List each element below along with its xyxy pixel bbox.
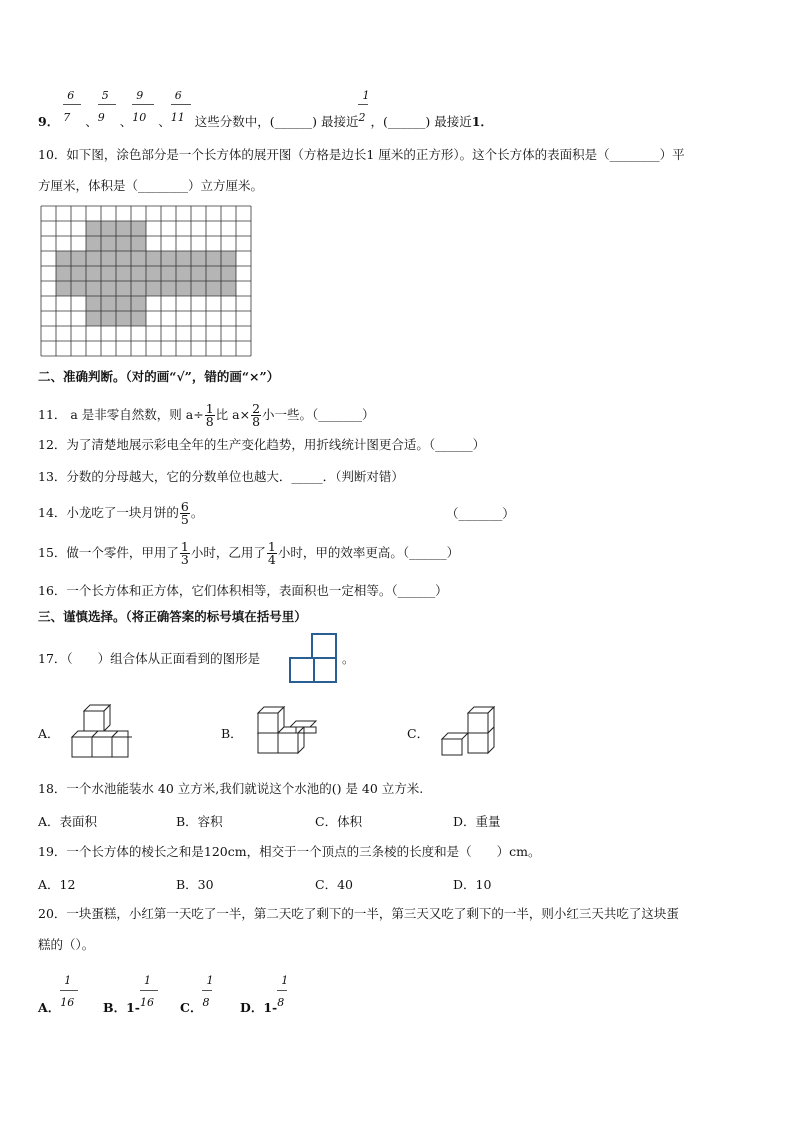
question-18: 18．一个水池能装水 40 立方米,我们就说这个水池的() 是 40 立方米. [38, 781, 424, 796]
question-15: 15．做一个零件，甲用了 $\frac{1}{3}$ 小时，乙用了 $\frac{1}{4}$ 小时，甲的效率更高。（______） [38, 538, 460, 567]
option-a[interactable]: A．12 [38, 877, 76, 892]
answer-blank[interactable]: ______ [387, 114, 426, 129]
section-3-heading: 三、谨慎选择。（将正确答案的标号填在括号里） [38, 609, 307, 624]
fraction: $\frac{6}{5}$ [180, 498, 189, 527]
option-b[interactable]: B．1- $\frac{1}{16}$ [103, 996, 162, 1016]
fraction: $\frac{9}{10}$ [132, 110, 158, 126]
fraction: 5 9 [98, 110, 120, 126]
option-b[interactable]: B． [221, 726, 243, 741]
fraction: $\frac{1}{4}$ [267, 538, 276, 567]
fraction: 1 2 [358, 89, 370, 124]
fraction: 1 8 [202, 974, 214, 1009]
option-c[interactable]: C．40 [315, 877, 353, 892]
fraction: $\frac{1}{8}$ [205, 400, 214, 429]
question-17-end: 。 [342, 651, 355, 666]
option-c[interactable]: C． 1 8 [180, 996, 216, 1016]
option-c[interactable]: C．体积 [315, 814, 363, 829]
front-view-figure [288, 632, 340, 684]
section-2-heading: 二、准确判断。（对的画“√”，错的画“×”） [38, 369, 280, 384]
fraction: 1 8 [277, 974, 289, 1009]
question-20-line-2: 糕的（）。 [38, 937, 95, 952]
option-a[interactable]: A． [38, 726, 60, 741]
question-10-line-2: 方厘米，体积是（________）立方厘米。 [38, 178, 264, 193]
option-a[interactable]: A．表面积 [38, 814, 98, 829]
fraction: 6 7 [63, 110, 85, 126]
grid-lines [41, 206, 251, 356]
option-d[interactable]: D．10 [453, 877, 492, 892]
question-14-blank[interactable]: （_______） [446, 506, 515, 521]
question-12: 12．为了清楚地展示彩电全年的生产变化趋势，用折线统计图更合适。（______） [38, 437, 486, 452]
question-19: 19．一个长方体的棱长之和是120cm，相交于一个顶点的三条棱的长度和是（ ）cm。 [38, 844, 541, 859]
question-16: 16．一个长方体和正方体，它们体积相等，表面积也一定相等。（______） [38, 583, 448, 598]
option-b[interactable]: B．30 [176, 877, 214, 892]
cube-figure-c [438, 705, 498, 757]
answer-blank[interactable]: ______ [274, 114, 313, 129]
net-grid-figure [40, 205, 252, 359]
fraction: $\frac{6}{11}$ [171, 110, 195, 126]
question-9: 9． 6 7 、 5 9 、 $\frac{9}{10}$ 、 $\frac{6}{11}$ 这些分数中，(______) 最接近 1 2 ，(______) 最接近1． [38, 89, 493, 129]
question-number: 9． [38, 114, 60, 129]
fraction: $\frac{2}{8}$ [252, 400, 261, 429]
question-11: 11． a 是非零自然数，则 a÷ $\frac{1}{8}$ 比 a× $\frac{2}{8}$ 小一些。（_______） [38, 400, 375, 429]
question-17: 17．（ ）组合体从正面看到的图形是 [38, 651, 261, 666]
fraction: $\frac{1}{16}$ [60, 996, 82, 1012]
option-d[interactable]: D．重量 [453, 814, 501, 829]
fraction: $\frac{1}{3}$ [180, 538, 189, 567]
cube-figure-a [70, 703, 132, 759]
question-10-line-1: 10．如下图，涂色部分是一个长方体的展开图（方格是边长1 厘米的正方形）。这个长方体的表面积是（________）平 [38, 147, 685, 162]
cube-figure-b [256, 705, 322, 755]
question-14: 14．小龙吃了一块月饼的 $\frac{6}{5}$ 。 [38, 498, 204, 527]
option-b[interactable]: B．容积 [176, 814, 223, 829]
question-20-line-1: 20．一块蛋糕，小红第一天吃了一半，第二天吃了剩下的一半，第三天又吃了剩下的一半，则小红三天共吃了这块蛋 [38, 906, 679, 921]
option-a[interactable]: A． $\frac{1}{16}$ [38, 996, 82, 1016]
fraction: $\frac{1}{16}$ [140, 996, 162, 1012]
question-13: 13．分数的分母越大，它的分数单位也越大．_____．（判断对错） [38, 469, 404, 484]
option-d[interactable]: D．1- 1 8 [240, 996, 291, 1016]
option-c[interactable]: C． [407, 726, 430, 741]
